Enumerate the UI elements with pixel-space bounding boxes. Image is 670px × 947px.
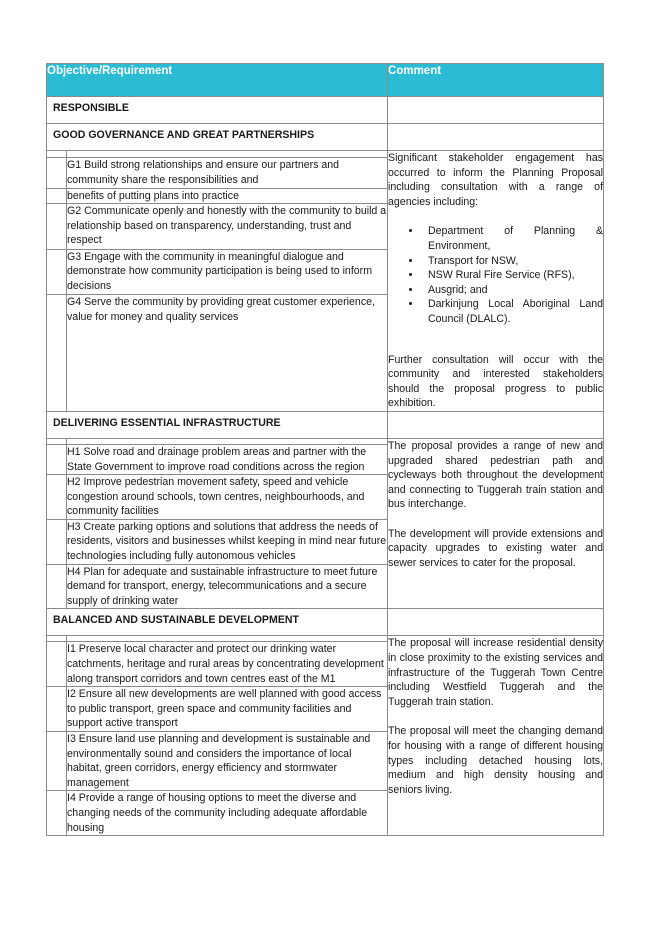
empty-cell — [388, 124, 604, 151]
list-item: • Transport for NSW, — [422, 254, 603, 269]
objective-g2: G2 Communicate openly and honestly with the community to build a relationship based on transparency, understanding, trust and respect — [67, 204, 388, 249]
comment-text: Further consultation will occur with the community and interested stakeholders should the proposal progress to public exhibition. — [388, 353, 604, 410]
empty-cell — [388, 609, 604, 636]
responsible-heading: RESPONSIBLE — [47, 97, 388, 124]
header-comment: Comment — [388, 64, 604, 97]
list-item: • NSW Rural Fire Service (RFS), — [422, 268, 603, 283]
section-title-infrastructure: DELIVERING ESSENTIAL INFRASTRUCTURE — [47, 411, 388, 438]
objective-g4: G4 Serve the community by providing great customer experience, value for money and quality services — [67, 294, 388, 411]
list-item: • Darkinjung Local Aboriginal Land Council (DLALC). — [422, 297, 603, 326]
agency-list — [388, 224, 603, 326]
table-row — [47, 151, 604, 158]
objective-h1: H1 Solve road and drainage problem areas and partner with the State Government to improve road conditions across the region — [67, 444, 388, 474]
objective-h3: H3 Create parking options and solutions that address the needs of residents, visitors and businesses whilst keeping in mind near future technologies including fully autonomous vehicles — [67, 519, 388, 564]
comment-governance — [388, 151, 604, 412]
section-title-governance: GOOD GOVERNANCE AND GREAT PARTNERSHIPS — [47, 124, 388, 151]
requirements-table — [46, 63, 604, 836]
comment-text: The proposal provides a range of new and upgraded shared pedestrian path and cycleways both throughout the development and connecting to Tuggerah train station and bus interchange. — [388, 439, 604, 511]
comment-text: The proposal will meet the changing demand for housing with a range of different housing types including detached housing lots, medium and high density housing and seniors living. — [388, 725, 604, 796]
objective-h4: H4 Plan for adequate and sustainable infrastructure to meet future demand for transport, energy, telecommunications and a secure supply of drinking water — [67, 564, 388, 609]
empty-cell — [388, 97, 604, 124]
section-heading-row — [47, 124, 604, 151]
empty-cell — [388, 411, 604, 438]
objective-g1-cont: benefits of putting plans into practice — [67, 188, 388, 204]
objective-i4: I4 Provide a range of housing options to meet the diverse and changing needs of the community including adequate affordable housing — [67, 791, 388, 836]
responsible-row — [47, 97, 604, 124]
list-item: • Department of Planning & Environment, — [422, 224, 603, 253]
comment-development — [388, 636, 604, 836]
comment-text: The proposal will increase residential density in close proximity to the existing services and infrastructure of the Tuggerah Town Centre including Westfield Tuggerah and the Tuggerah train station. — [388, 637, 604, 708]
objective-i2: I2 Ensure all new developments are well planned with good access to public transport, green space and community facilities and support active transport — [67, 687, 388, 732]
comment-text: Significant stakeholder engagement has occurred to inform the Planning Proposal including consultation with a range of agencies including: — [388, 152, 604, 208]
section-title-development: BALANCED AND SUSTAINABLE DEVELOPMENT — [47, 609, 388, 636]
table-header-row — [47, 64, 604, 97]
objective-i1: I1 Preserve local character and protect our drinking water catchments, heritage and rural areas by concentrating development along transport corridors and town centres east of the M1 — [67, 642, 388, 687]
section-heading-row — [47, 411, 604, 438]
header-objective: Objective/Requirement — [47, 64, 388, 97]
objective-i3: I3 Ensure land use planning and development is sustainable and environmentally sound and considers the importance of local habitat, green corridors, energy efficiency and stormwater management — [67, 732, 388, 791]
objective-h2: H2 Improve pedestrian movement safety, speed and vehicle congestion around schools, town centres, neighbourhoods, and community facilities — [67, 475, 388, 520]
comment-infrastructure — [388, 438, 604, 609]
comment-text: The development will provide extensions and capacity upgrades to existing water and sewer services to cater for the proposal. — [388, 527, 604, 570]
objective-g3: G3 Engage with the community in meaningful dialogue and demonstrate how community participation is being used to inform decisions — [67, 249, 388, 294]
objective-g1: G1 Build strong relationships and ensure our partners and community share the responsibilities and — [67, 158, 388, 189]
list-item: • Ausgrid; and — [422, 283, 603, 298]
section-heading-row — [47, 609, 604, 636]
